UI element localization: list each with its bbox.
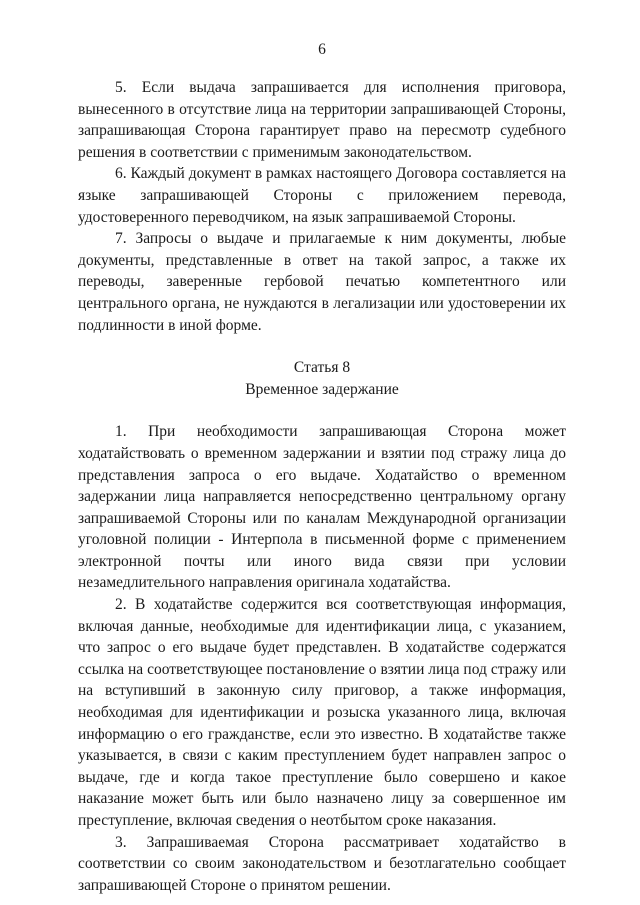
article-number: Статья 8: [293, 359, 351, 377]
article-8-paragraph-1: 1. При необходимости запрашивающая Сторона может ходатайствовать о временном задержании и взятии под стражу лица до представления запроса о его выдаче. Ходатайство о временном задержании лица направляется непосредственно центральному органу запрашиваемой Стороны или по каналам Международной организации уголовной полиции - Интерпола в письменной форме с применением электронной почты или иного вида связи при условии незамедлительного направления оригинала ходатайства.: [78, 423, 566, 592]
page-number: 6: [318, 41, 326, 58]
paragraph-7: 7. Запросы о выдаче и прилагаемые к ним документы, любые документы, представленные в ответ на такой запрос, а также их переводы, заверенные гербовой печатью компетентного или центрального органа, не нуждаются в легализации или удостоверении их подлинности в иной форме.: [78, 230, 566, 334]
article-title: Временное задержание: [245, 380, 399, 398]
article-8-paragraph-3: 3. Запрашиваемая Сторона рассматривает ходатайство в соответствии со своим законодательством и безотлагательно сообщает запрашивающей Стороне о принятом решении.: [78, 833, 566, 894]
paragraph-5: 5. Если выдача запрашивается для исполнения приговора, вынесенного в отсутствие лица на территории запрашивающей Стороны, запрашивающая Сторона гарантирует право на пересмотр судебного решения в соответствии с применимым законодательством.: [78, 79, 566, 161]
article-8-paragraph-2: 2. В ходатайстве содержится вся соответствующая информация, включая данные, необходимые для идентификации лица, с указанием, что запрос о его выдаче будет представлен. В ходатайстве содержатся ссылка на соответствующее постановление о взятии лица под стражу или на вступивший в законную силу приговор, а также информация, необходимая для идентификации и розыска указанного лица, включая информацию о его гражданстве, если это известно. В ходатайстве также указывается, в связи с каким преступлением будет направлен запрос о выдаче, где и когда такое преступление было совершено и какое наказание может быть или было назначено лицу за совершенное им преступление, включая сведения о неотбытом сроке наказания.: [78, 596, 566, 829]
paragraph-6: 6. Каждый документ в рамках настоящего Договора составляется на языке запрашивающей Стороны с приложением перевода, удостоверенного переводчиком, на язык запрашиваемой Стороны.: [78, 165, 566, 226]
article-header: [78, 357, 566, 400]
